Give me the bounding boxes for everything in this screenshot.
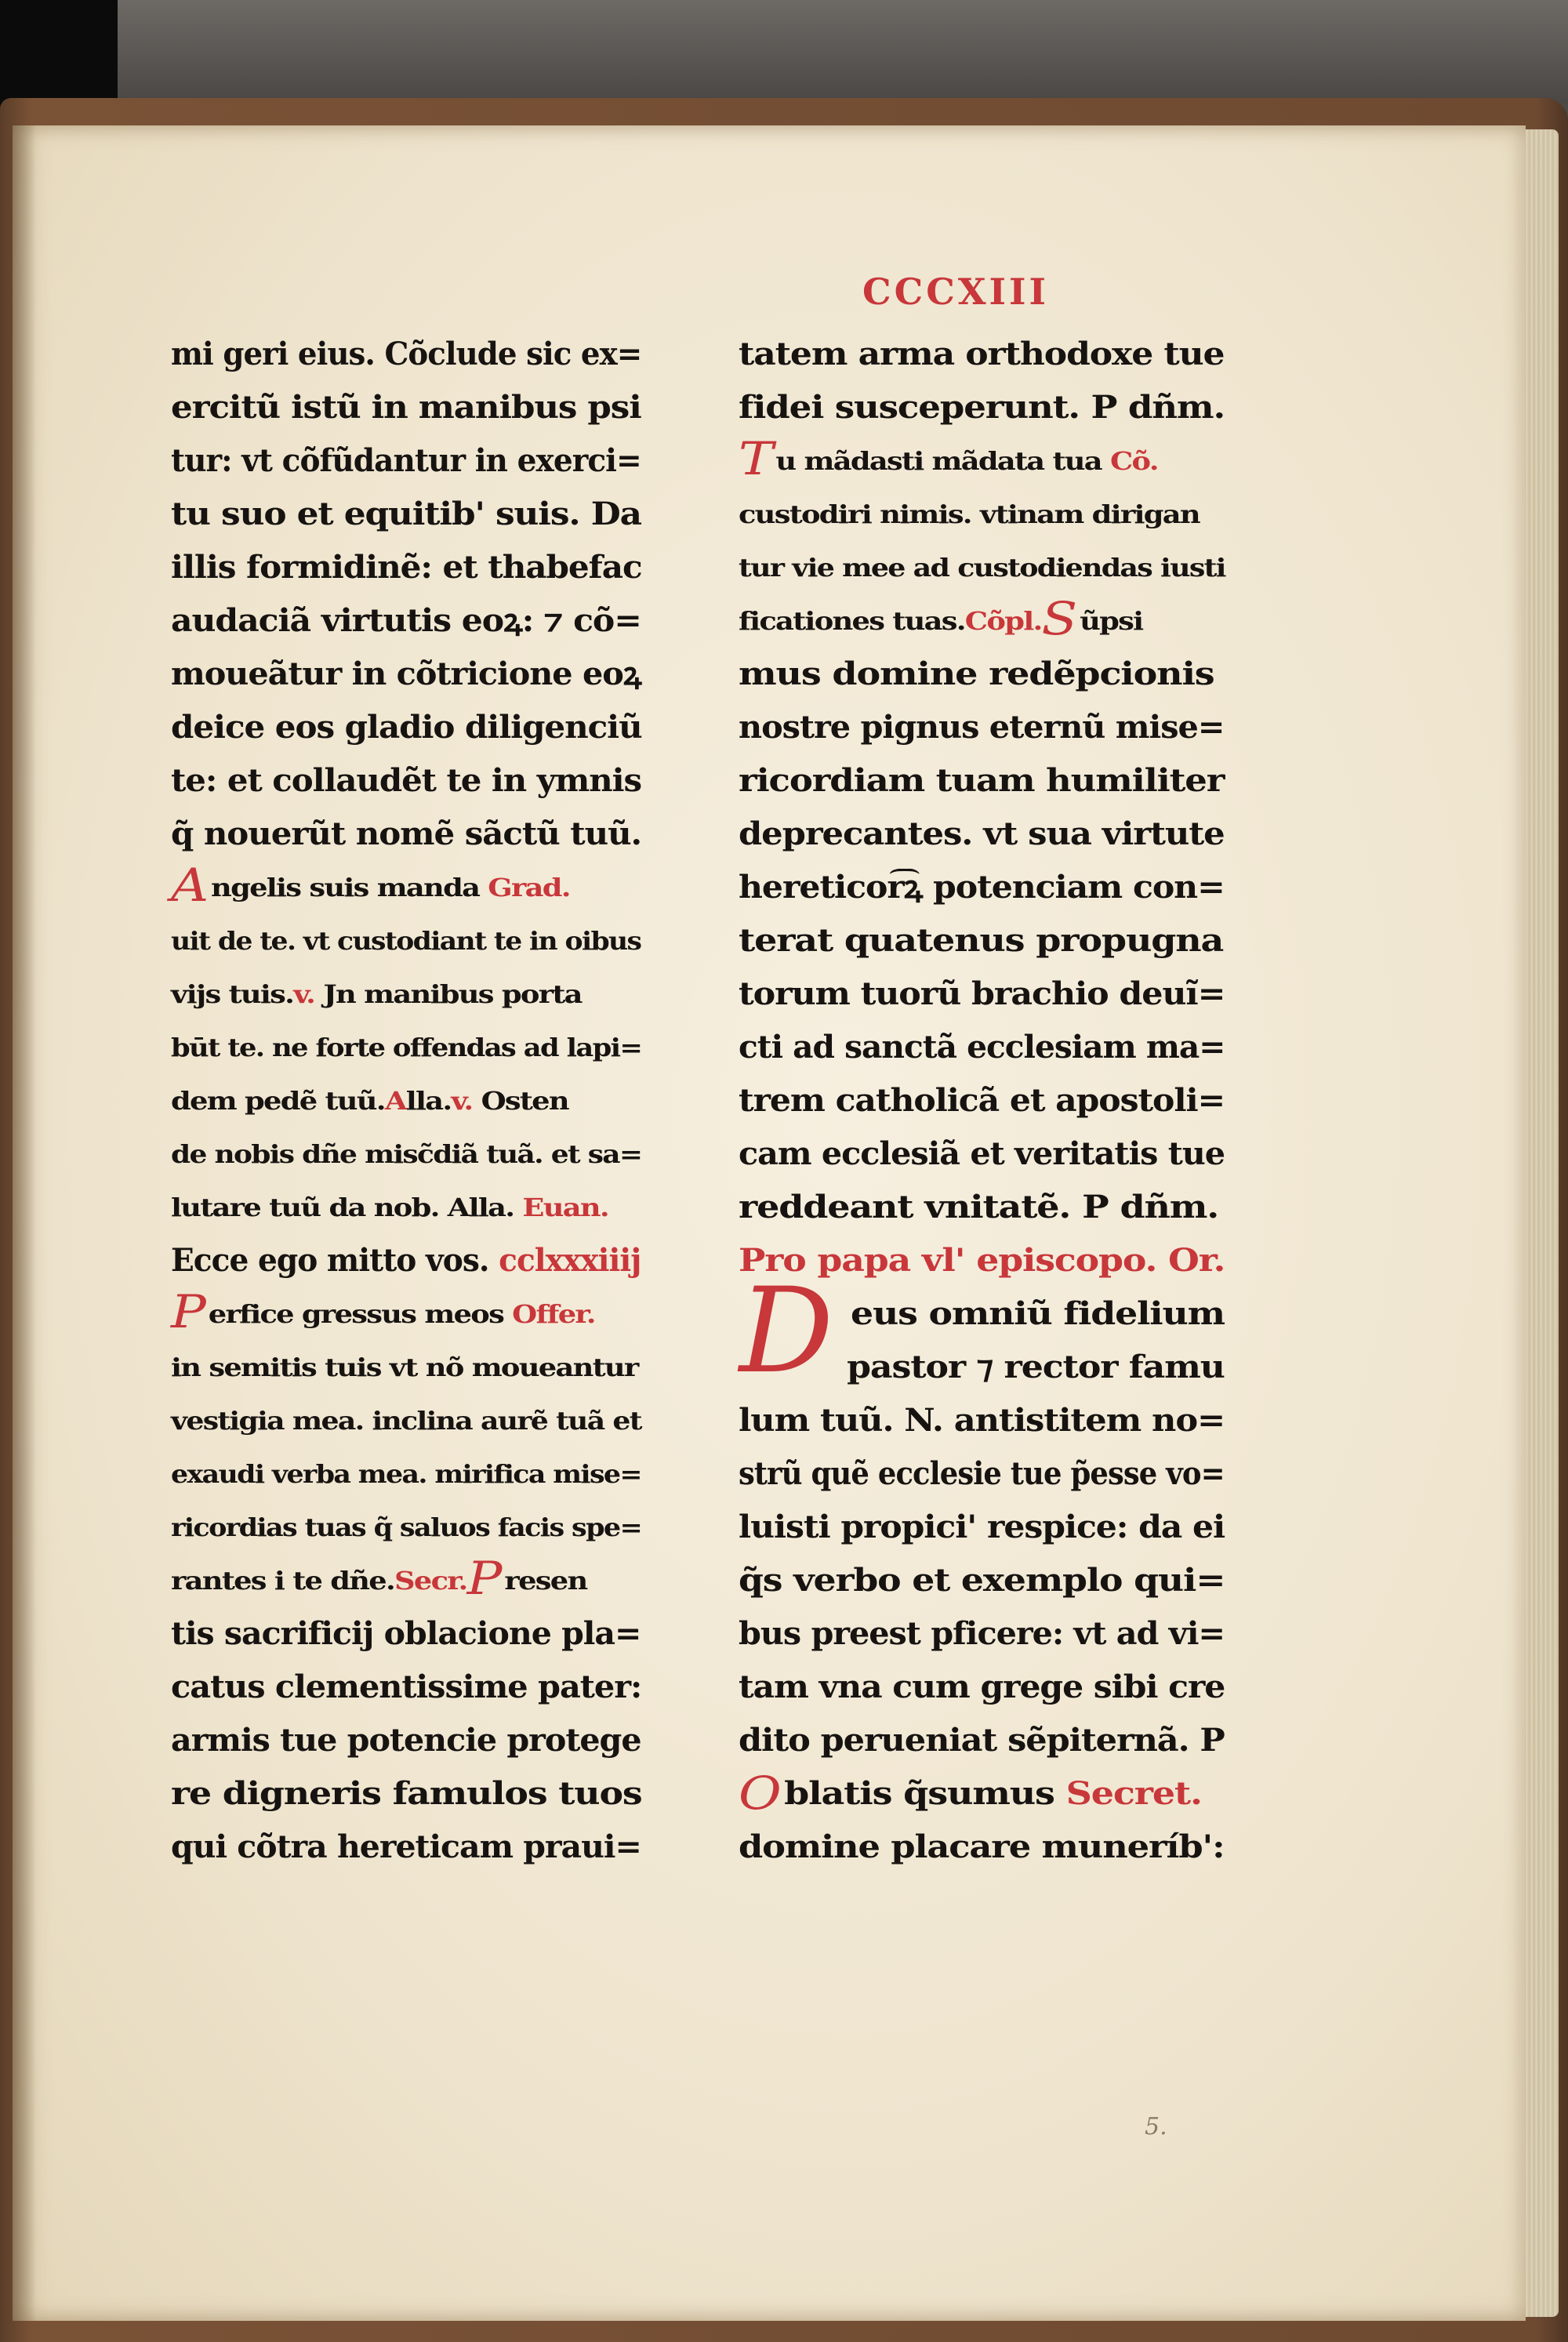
text-line <box>171 1394 641 1447</box>
text-line <box>171 648 641 701</box>
text-line <box>171 1821 641 1874</box>
text-line <box>171 541 641 594</box>
text-line <box>171 328 641 381</box>
text-line <box>171 754 641 808</box>
line-text: bus preest pficere: vt ad vi= <box>739 1615 1225 1652</box>
text-line <box>739 701 1225 754</box>
text-line <box>739 328 1225 381</box>
text-line <box>739 1714 1225 1767</box>
rubric: Euan. <box>522 1193 609 1222</box>
line-text: qui cõtra hereticam praui= <box>171 1828 641 1865</box>
line-text: deice eos gladio diligenciũ <box>171 709 642 746</box>
text-line <box>739 861 1225 914</box>
line-text: vijs tuis. <box>171 979 294 1009</box>
line-text: pastor ⁊ rector famu <box>847 1349 1225 1385</box>
text-line <box>171 1554 586 1607</box>
line-text: tis sacrificij oblacione pla= <box>171 1615 641 1652</box>
text-line <box>739 1181 1218 1234</box>
line-text: tur vie mee ad custodiendas iusti <box>739 553 1225 583</box>
text-line <box>171 1287 595 1341</box>
line-text: eus omniũ fidelium <box>851 1295 1225 1332</box>
text-line <box>171 1341 638 1394</box>
line-text: armis tue potencie protege <box>171 1722 641 1759</box>
line-text: blatis q̃sumus <box>784 1775 1054 1812</box>
signature-mark: 5. <box>1145 2113 1167 2140</box>
line-text: u mãdasti mãdata tua <box>775 446 1102 476</box>
line-text: vestigia mea. inclina aurẽ tuã et <box>171 1406 641 1436</box>
rubric: Cõ. <box>1109 446 1158 476</box>
text-line <box>171 1127 641 1181</box>
text-line <box>171 1021 641 1074</box>
line-text: tam vna cum grege sibi cre <box>739 1668 1225 1705</box>
line-text: te: et collaudẽt te in ymnis <box>171 762 642 799</box>
left-text-column <box>171 328 641 1874</box>
line-text: ricordiam tuam humiliter <box>739 762 1225 799</box>
line-text: torum tuorũ brachio deuĩ= <box>739 975 1225 1012</box>
text-line <box>739 968 1225 1021</box>
text-line <box>171 914 641 968</box>
line-text: catus clementissime pater: <box>171 1668 642 1705</box>
line-text: lutare tuũ da nob. Alla. <box>171 1193 514 1222</box>
line-text: reddeant vnitatẽ. P dñm. <box>739 1189 1219 1225</box>
text-line <box>739 381 1225 434</box>
line-text: hereticor͡ꝝ potenciam con= <box>739 869 1225 906</box>
line-text: ngelis suis manda <box>211 873 480 902</box>
rubric: cclxxxiiij <box>499 1242 641 1279</box>
line-text: cti ad sanctã ecclesiam ma= <box>739 1029 1225 1066</box>
right-text-column <box>739 328 1225 1874</box>
line-text: in semitis tuis vt nõ moueantur <box>171 1353 638 1382</box>
line-text: ficationes tuas. <box>739 606 965 636</box>
line-text: tur: vt cõfũdantur in exerci= <box>171 442 641 479</box>
line-text: moueãtur in cõtricione eoꝝ <box>171 655 641 692</box>
rubric: v. <box>451 1086 473 1116</box>
text-line <box>171 1447 641 1501</box>
line-text: tu suo et equitib' suis. Da <box>171 496 641 532</box>
line-text: audaciã virtutis eoꝝ: ⁊ cõ= <box>171 602 641 639</box>
line-text: rantes i te dñe. <box>171 1566 395 1596</box>
rubric: Secr. <box>394 1566 467 1596</box>
folio-number: CCCXIII <box>862 271 1050 313</box>
text-line <box>171 1234 641 1287</box>
line-text: domine placare muneríb': <box>739 1828 1225 1865</box>
line-text: ricordias tuas q̃ saluos facis spe= <box>171 1512 642 1542</box>
text-line <box>171 1714 641 1767</box>
text-line <box>739 808 1225 861</box>
text-line <box>171 861 570 914</box>
page-gutter <box>13 125 36 2321</box>
text-line <box>171 1607 641 1661</box>
text-line <box>171 1181 608 1234</box>
text-line <box>739 1394 1225 1447</box>
text-line <box>171 1074 568 1127</box>
red-initial: O <box>739 1766 781 1820</box>
rubric: Offer. <box>512 1299 595 1329</box>
text-line <box>171 968 581 1021</box>
line-text: mi geri eius. Cõclude sic ex= <box>171 336 642 372</box>
text-line <box>739 754 1225 808</box>
line-text: uit de te. vt custodiant te in oibus <box>171 926 641 956</box>
red-initial: T <box>739 432 772 485</box>
line-text: terat quatenus propugna <box>739 922 1224 959</box>
text-line <box>739 1767 1202 1821</box>
text-line <box>739 1447 1225 1501</box>
rubric-heading: Pro papa vl' episcopo. Or. <box>739 1242 1225 1279</box>
line-text: trem catholicã et apostoli= <box>739 1082 1225 1119</box>
line-text: ercitũ istũ in manibus psi <box>171 389 641 426</box>
line-text: fidei susceperunt. P dñm. <box>739 389 1225 426</box>
text-line <box>171 1767 641 1821</box>
line-text: cam ecclesiã et veritatis tue <box>739 1135 1225 1172</box>
line-text: lla. <box>405 1086 452 1116</box>
red-initial: A <box>171 859 208 912</box>
line-text: luisti propici' respice: da ei <box>739 1509 1225 1545</box>
line-text: re digneris famulos tuos <box>171 1775 642 1812</box>
line-text: custodiri nimis. vtinam dirigan <box>739 499 1200 529</box>
text-line <box>739 914 1224 968</box>
text-line <box>739 1661 1225 1714</box>
text-line <box>739 648 1214 701</box>
line-text: dito perueniat sẽpiternã. P <box>739 1722 1225 1759</box>
text-line <box>171 1501 641 1554</box>
line-text: exaudi verba mea. mirifica mise= <box>171 1459 641 1489</box>
line-text: erfice gressus meos <box>208 1299 504 1329</box>
text-line <box>171 1661 641 1714</box>
text-line <box>739 1821 1225 1874</box>
scanner-bed <box>118 0 1568 102</box>
text-line <box>171 808 641 861</box>
text-line <box>739 1021 1225 1074</box>
text-line <box>171 488 641 541</box>
line-text: deprecantes. vt sua virtute <box>739 815 1225 852</box>
line-text: būt te. ne forte offendas ad lapi= <box>171 1033 642 1062</box>
rubric: Cõpl. <box>964 606 1042 636</box>
text-line <box>171 434 641 488</box>
text-line <box>739 488 1200 541</box>
rubric: Grad. <box>488 873 570 902</box>
line-text: tatem arma orthodoxe tue <box>739 336 1225 372</box>
line-text: Jn manibus porta <box>314 979 582 1009</box>
text-line <box>171 594 641 648</box>
line-text: nostre pignus eternũ mise= <box>739 709 1225 746</box>
line-text: de nobis dñe misc̃diã tuã. et sa= <box>171 1139 642 1169</box>
text-line <box>739 1607 1225 1661</box>
text-line <box>739 434 1158 488</box>
text-line <box>739 1554 1225 1607</box>
text-line <box>739 1074 1225 1127</box>
line-text: strũ quẽ ecclesie tue p̃esse vo= <box>739 1455 1225 1492</box>
red-initial: P <box>466 1552 501 1605</box>
decorated-initial: D <box>739 1263 834 1400</box>
line-text: illis formidinẽ: et thabefac <box>171 549 642 586</box>
line-text: Ecce ego mitto vos. <box>171 1242 489 1279</box>
text-line <box>739 541 1225 594</box>
line-text: q̃ nouerũt nomẽ sãctũ tuũ. <box>171 815 642 852</box>
line-text: dem pedẽ tuũ. <box>171 1086 385 1116</box>
text-line <box>739 1127 1225 1181</box>
line-text: mus domine redẽpcionis <box>739 655 1214 692</box>
text-line <box>171 701 641 754</box>
red-initial: S <box>1041 592 1076 645</box>
text-line <box>739 594 1142 648</box>
line-text: Osten <box>472 1086 568 1116</box>
line-text: ũpsi <box>1080 606 1143 636</box>
rubric: A <box>384 1086 406 1116</box>
rubric: v. <box>293 979 315 1009</box>
line-text: q̃s verbo et exemplo qui= <box>739 1562 1225 1599</box>
red-initial: P <box>171 1285 205 1338</box>
text-line <box>739 1501 1225 1554</box>
rubric: Secret. <box>1065 1775 1202 1812</box>
line-text: resen <box>504 1566 587 1596</box>
line-text: lum tuũ. N. antistitem no= <box>739 1402 1225 1439</box>
text-line <box>171 381 641 434</box>
